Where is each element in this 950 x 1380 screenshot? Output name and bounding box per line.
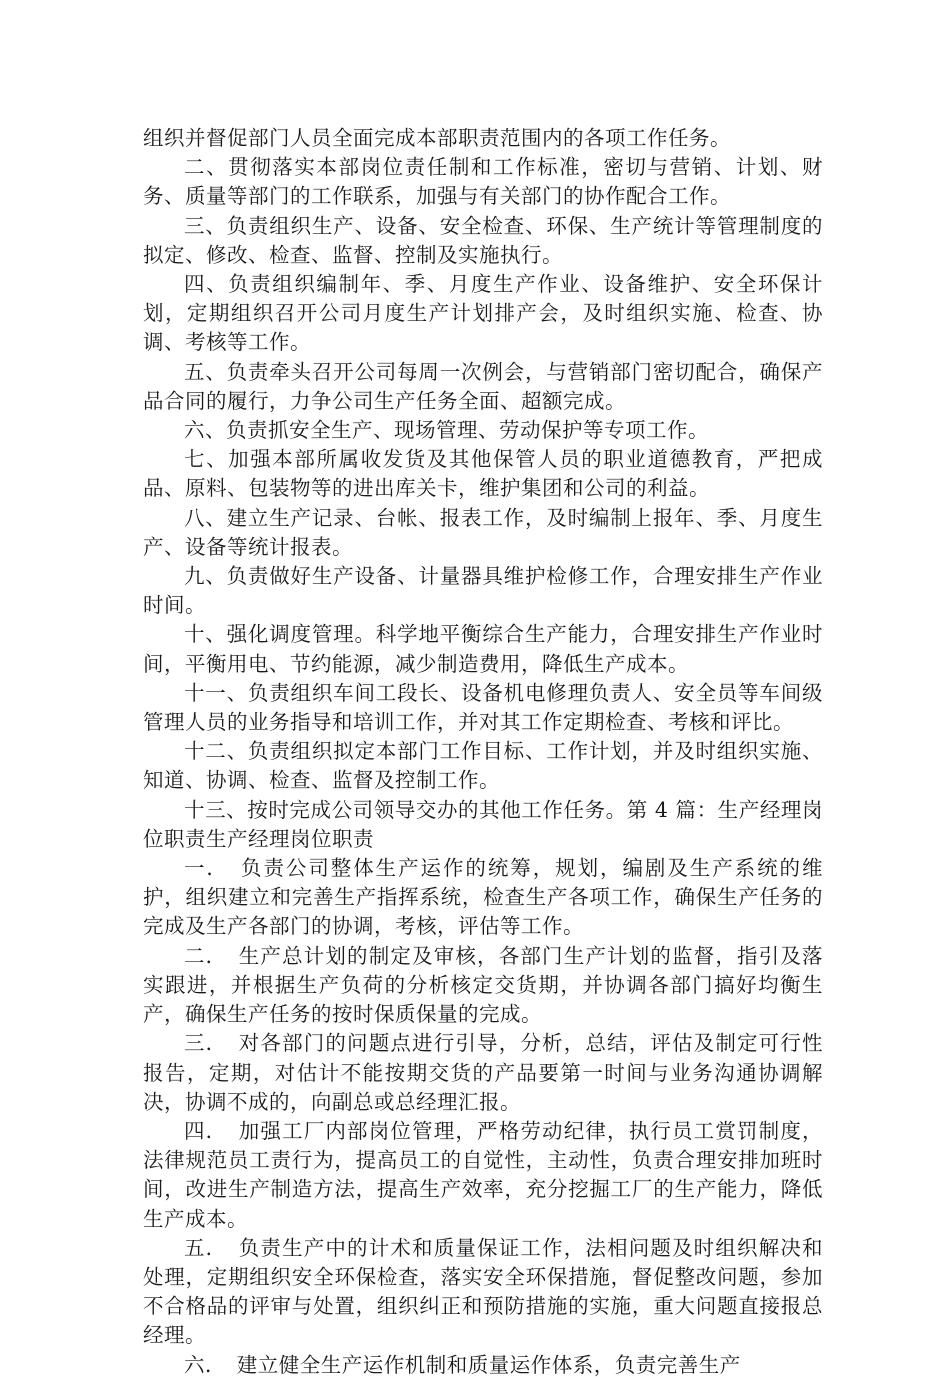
paragraph-item-2: 二、贯彻落实本部岗位责任制和工作标准，密切与营销、计划、财务、质量等部门的工作联系，加强与有关部门的协作配合工作。 — [143, 155, 823, 209]
paragraph-item-12: 十二、负责组织拟定本部门工作目标、工作计划，并及时组织实施、知道、协调、检查、监督及控制工作。 — [143, 739, 823, 793]
paragraph-item-3: 三、负责组织生产、设备、安全检查、环保、生产统计等管理制度的拟定、修改、检查、监督、控制及实施执行。 — [143, 213, 823, 267]
section4-item-1: 一． 负责公司整体生产运作的统筹，规划，编剧及生产系统的维护，组织建立和完善生产指挥系统，检查生产各项工作，确保生产任务的完成及生产各部门的协调，考核，评估等工作。 — [143, 856, 823, 939]
paragraph-item-8: 八、建立生产记录、台帐、报表工作，及时编制上报年、季、月度生产、设备等统计报表。 — [143, 505, 823, 559]
paragraph-item-10: 十、强化调度管理。科学地平衡综合生产能力，合理安排生产作业时间，平衡用电、节约能源，减少制造费用，降低生产成本。 — [143, 622, 823, 676]
section4-item-3: 三． 对各部门的问题点进行引导，分析，总结，评估及制定可行性报告，定期，对估计不能按期交货的产品要第一时间与业务沟通协调解决，协调不成的，向副总或总经理汇报。 — [143, 1031, 823, 1114]
section4-item-2: 二． 生产总计划的制定及审核，各部门生产计划的监督，指引及落实跟进，并根据生产负荷的分析核定交货期，并协调各部门搞好均衡生产，确保生产任务的按时保质保量的完成。 — [143, 943, 823, 1027]
paragraph-item-9: 九、负责做好生产设备、计量器具维护检修工作，合理安排生产作业时间。 — [143, 564, 823, 618]
paragraph-item-7: 七、加强本部所属收发货及其他保管人员的职业道德教育，严把成品、原料、包装物等的进出库关卡，维护集团和公司的利益。 — [143, 447, 823, 501]
document-body — [143, 124, 823, 1380]
paragraph-item-4: 四、负责组织编制年、季、月度生产作业、设备维护、安全环保计划，定期组织召开公司月度生产计划排产会，及时组织实施、检查、协调、考核等工作。 — [143, 272, 823, 355]
section4-item-6: 六． 建立健全生产运作机制和质量运作体系，负责完善生产 — [184, 1352, 741, 1377]
paragraph-item-11: 十一、负责组织车间工段长、设备机电修理负责人、安全员等车间级管理人员的业务指导和培训工作，并对其工作定期检查、考核和评比。 — [143, 680, 823, 735]
paragraph-item-13: 十三、按时完成公司领导交办的其他工作任务。第 4 篇：生产经理岗位职责生产经理岗位职责 — [143, 797, 823, 851]
paragraph-continuation: 组织并督促部门人员全面完成本部职责范围内的各项工作任务。 — [143, 126, 731, 150]
paragraph-item-5: 五、负责牵头召开公司每周一次例会，与营销部门密切配合，确保产品合同的履行，力争公司生产任务全面、超额完成。 — [143, 359, 823, 413]
section4-item-5: 五． 负责生产中的计术和质量保证工作，法相问题及时组织解决和处理，定期组织安全环保检查，落实安全环保措施，督促整改问题，参加不合格品的评审与处置，组织纠正和预防措施的实施，重大问题直接报总经理。 — [143, 1235, 823, 1348]
paragraph-item-6: 六、负责抓安全生产、现场管理、劳动保护等专项工作。 — [184, 418, 709, 443]
section4-item-4: 四． 加强工厂内部岗位管理，严格劳动纪律，执行员工赏罚制度，法律规范员工责行为，提高员工的自觉性，主动性，负责合理安排加班时间，改进生产制造方法，提高生产效率，充分挖掘工厂的生产能力，降低生产成本。 — [143, 1118, 823, 1231]
